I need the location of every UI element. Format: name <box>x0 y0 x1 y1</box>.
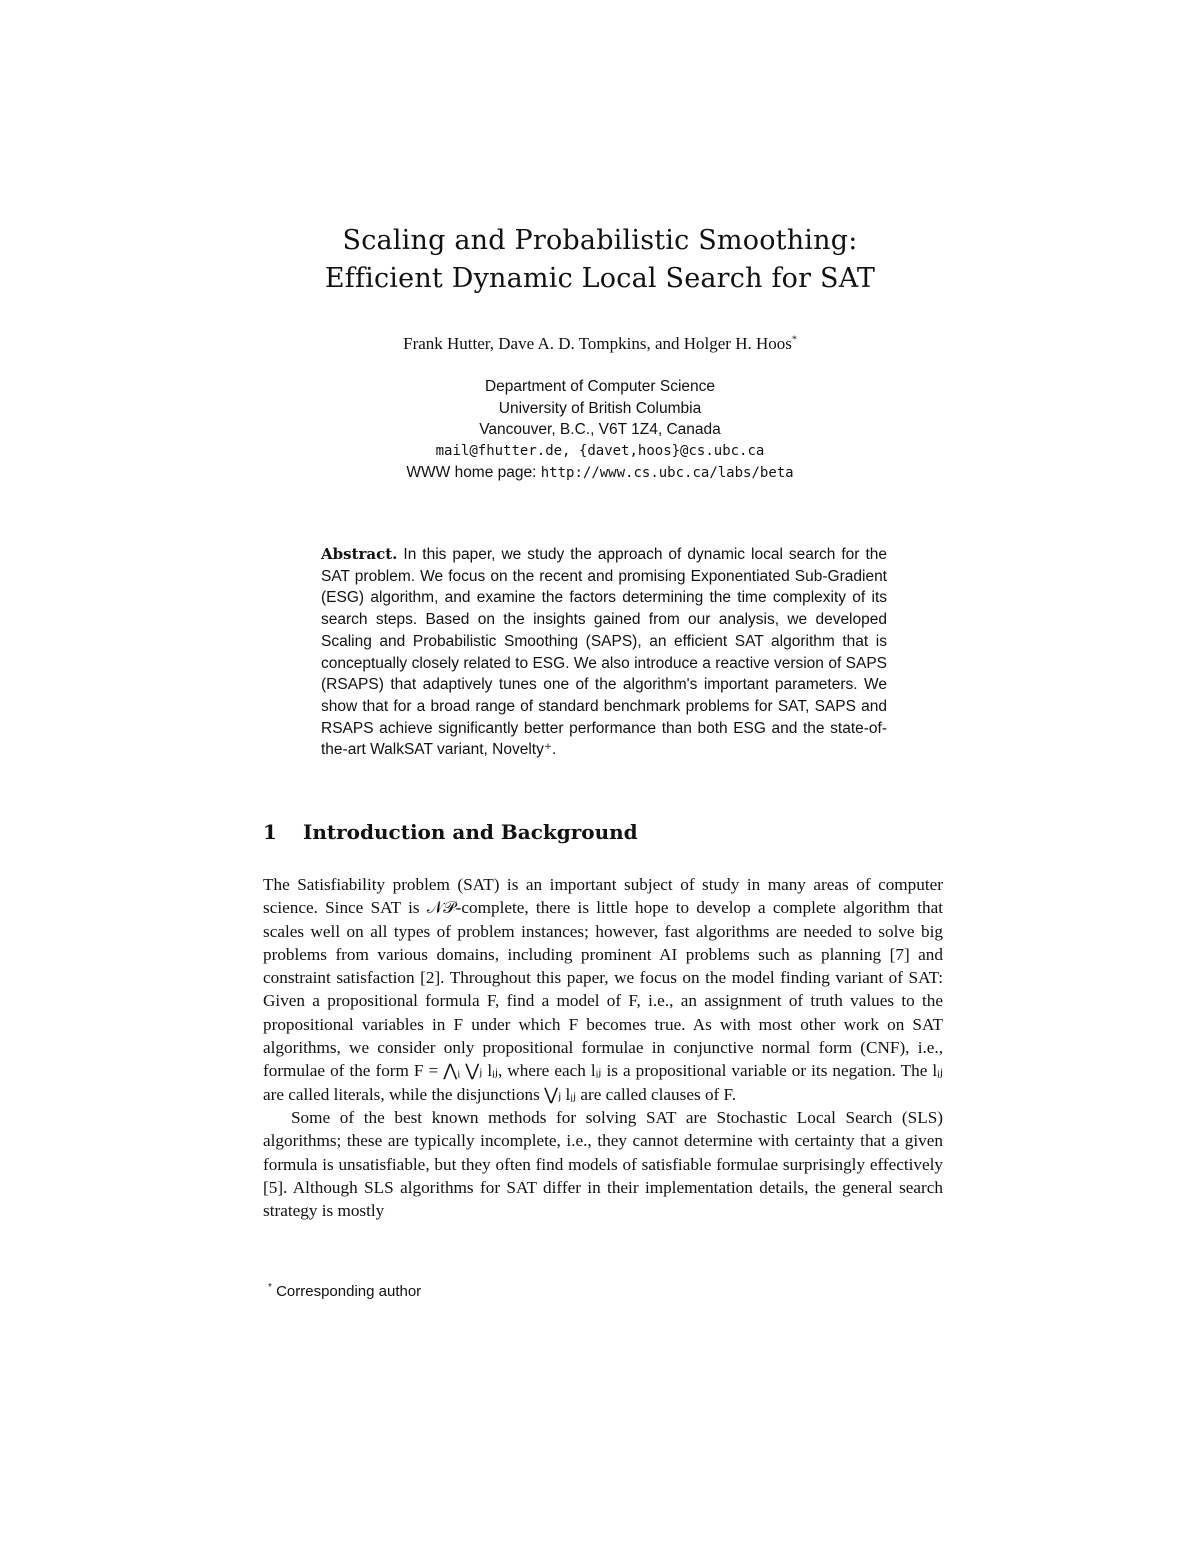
affiliation-email: mail@fhutter.de, {davet,hoos}@cs.ubc.ca <box>435 442 765 459</box>
affiliation-homepage <box>200 462 1000 485</box>
abstract-label: Abstract. <box>321 545 398 563</box>
footnote-text: Corresponding author <box>276 1283 422 1300</box>
paragraph-2: Some of the best known methods for solving SAT are Stochastic Local Search (SLS) algorithms; these are typically incomplete, i.e., they cannot determine with certainty that a given formula is unsatisfiable, but they often find models of satisfiable formulae surprisingly effectively [5]. Although SLS algorithms for SAT differ in their implementation details, the general search strategy is mostly <box>263 1107 943 1221</box>
abstract-text: In this paper, we study the approach of dynamic local search for the SAT problem. We focus on the recent and promising Exponentiated Sub-Gradient (ESG) algorithm, and examine the factors determining the time complexity of its search steps. Based on the insights gained from our analysis, we developed Scaling and Probabilistic Smoothing (SAPS), an efficient SAT algorithm that is conceptually closely related to ESG. We also introduce a reactive version of SAPS (RSAPS) that adaptively tunes one of the algorithm's important parameters. We show that for a broad range of standard benchmark problems for SAT, SAPS and RSAPS achieve significantly better performance than both ESG and the state-of-the-art WalkSAT variant, Novelty⁺. <box>321 546 887 759</box>
affiliation-address: Vancouver, B.C., V6T 1Z4, Canada <box>479 421 721 438</box>
footnote <box>268 1282 421 1300</box>
section-title: Introduction and Background <box>303 820 638 844</box>
paper-title <box>200 222 1000 298</box>
affiliation-university: University of British Columbia <box>498 399 702 417</box>
author-list <box>200 334 1000 354</box>
footnote-marker: * <box>268 1282 272 1293</box>
abstract <box>321 544 887 761</box>
title-line-1: Scaling and Probabilistic Smoothing: <box>342 225 858 256</box>
homepage-label: WWW home page: <box>406 464 541 481</box>
paragraph-1: The Satisfiability problem (SAT) is an important subject of study in many areas of computer science. Since SAT is 𝒩𝒫-complete, there is little hope to develop a complete algorithm that scales well on all types of problem instances; however, fast algorithms are needed to solve big problems from various domains, including prominent AI problems such as planning [7] and constraint satisfaction [2]. Throughout this paper, we focus on the model finding variant of SAT: Given a propositional formula F, find a model of F, i.e., an assignment of truth values to the propositional variables in F under which F becomes true. As with most other work on SAT algorithms, we consider only propositional formulae in conjunctive normal form (CNF), i.e., formulae of the form F = ⋀ᵢ ⋁ⱼ lᵢⱼ, where each lᵢⱼ is a propositional variable or its negation. The lᵢⱼ are called literals, while the disjunctions ⋁ⱼ lᵢⱼ are called clauses of F. <box>263 875 943 1104</box>
section-heading <box>263 820 963 844</box>
author-names: Frank Hutter, Dave A. D. Tompkins, and Holger H. Hoos <box>403 334 792 353</box>
author-footnote-marker: * <box>791 334 797 346</box>
body-text <box>263 873 943 1222</box>
affiliation-department: Department of Computer Science <box>484 378 716 395</box>
section-number: 1 <box>263 820 277 844</box>
affiliation-block <box>200 376 1000 485</box>
title-line-2: Efficient Dynamic Local Search for SAT <box>324 263 876 294</box>
homepage-link[interactable]: http://www.cs.ubc.ca/labs/beta <box>540 465 794 481</box>
